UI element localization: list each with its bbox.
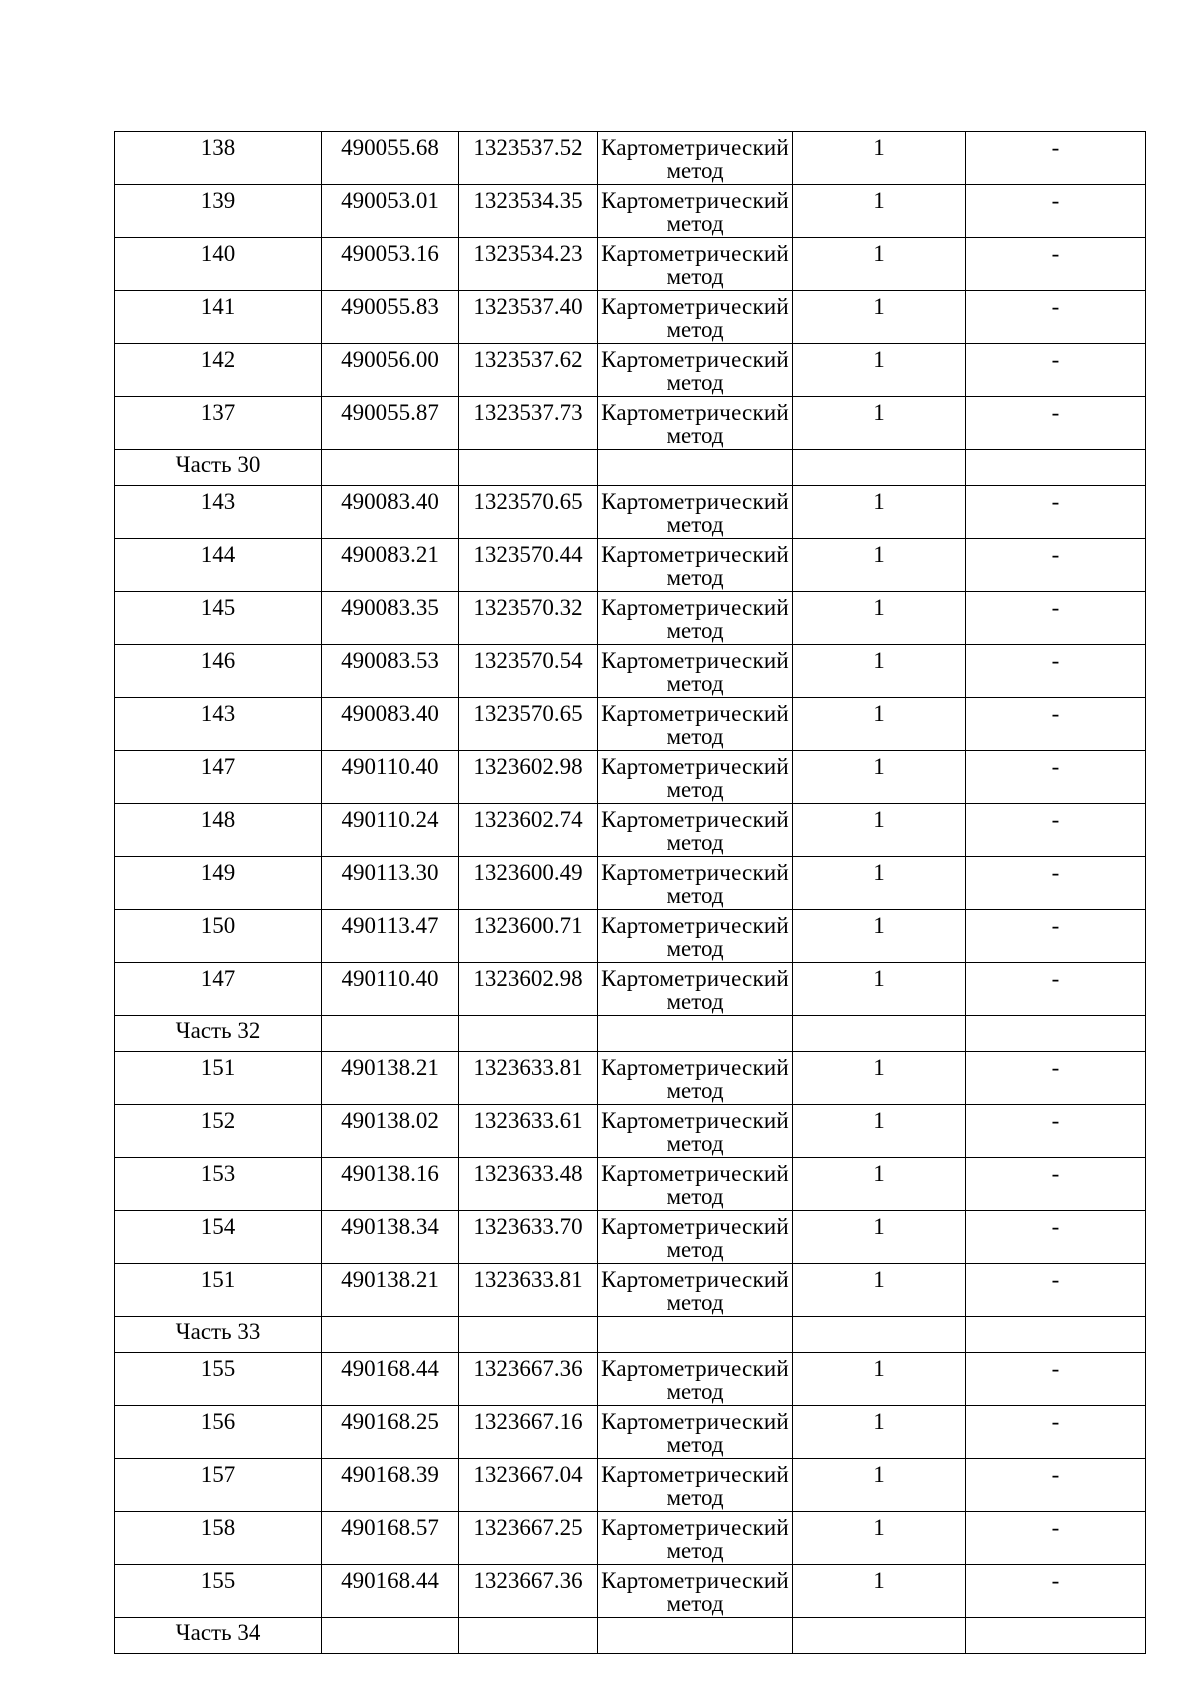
note-cell: - bbox=[966, 857, 1146, 910]
section-label: Часть 33 bbox=[115, 1317, 322, 1353]
accuracy-cell: 1 bbox=[793, 1264, 966, 1317]
method-text-continued: метод bbox=[666, 1485, 724, 1510]
table-row bbox=[115, 185, 1146, 238]
empty-cell bbox=[598, 450, 793, 486]
note-cell: - bbox=[966, 397, 1146, 450]
table-row bbox=[115, 132, 1146, 185]
empty-cell bbox=[598, 1317, 793, 1353]
method-text-continued: метод bbox=[666, 1538, 724, 1563]
note-cell: - bbox=[966, 751, 1146, 804]
method-text-continued: метод bbox=[666, 211, 724, 236]
x-coordinate-cell: 490083.53 bbox=[322, 645, 459, 698]
section-label: Часть 32 bbox=[115, 1016, 322, 1052]
x-coordinate-cell: 490110.40 bbox=[322, 963, 459, 1016]
note-cell: - bbox=[966, 486, 1146, 539]
coordinates-table-body bbox=[115, 132, 1146, 1654]
method-text-continued: метод bbox=[666, 1131, 724, 1156]
x-coordinate-cell: 490055.83 bbox=[322, 291, 459, 344]
point-number-cell: 145 bbox=[115, 592, 322, 645]
method-text-continued: метод bbox=[666, 423, 724, 448]
point-number-cell: 147 bbox=[115, 751, 322, 804]
method-cell bbox=[598, 1052, 793, 1105]
accuracy-cell: 1 bbox=[793, 1459, 966, 1512]
empty-cell bbox=[459, 1317, 598, 1353]
x-coordinate-cell: 490083.21 bbox=[322, 539, 459, 592]
accuracy-cell: 1 bbox=[793, 539, 966, 592]
x-coordinate-cell: 490053.01 bbox=[322, 185, 459, 238]
method-text-continued: метод bbox=[666, 1432, 724, 1457]
method-text: Картометрический bbox=[601, 1409, 789, 1434]
note-cell: - bbox=[966, 1565, 1146, 1618]
empty-cell bbox=[966, 450, 1146, 486]
y-coordinate-cell: 1323633.70 bbox=[459, 1211, 598, 1264]
method-text-continued: метод bbox=[666, 1290, 724, 1315]
method-cell bbox=[598, 486, 793, 539]
method-text: Картометрический bbox=[601, 1108, 789, 1133]
accuracy-cell: 1 bbox=[793, 698, 966, 751]
x-coordinate-cell: 490083.35 bbox=[322, 592, 459, 645]
note-cell: - bbox=[966, 1211, 1146, 1264]
table-row bbox=[115, 1353, 1146, 1406]
x-coordinate-cell: 490083.40 bbox=[322, 698, 459, 751]
section-header-row bbox=[115, 1618, 1146, 1654]
method-text: Картометрический bbox=[601, 347, 789, 372]
x-coordinate-cell: 490110.40 bbox=[322, 751, 459, 804]
empty-cell bbox=[322, 1317, 459, 1353]
method-text: Картометрический bbox=[601, 188, 789, 213]
y-coordinate-cell: 1323537.62 bbox=[459, 344, 598, 397]
y-coordinate-cell: 1323667.16 bbox=[459, 1406, 598, 1459]
method-cell bbox=[598, 1512, 793, 1565]
note-cell: - bbox=[966, 291, 1146, 344]
y-coordinate-cell: 1323602.74 bbox=[459, 804, 598, 857]
method-text-continued: метод bbox=[666, 1379, 724, 1404]
accuracy-cell: 1 bbox=[793, 1406, 966, 1459]
empty-cell bbox=[966, 1317, 1146, 1353]
method-text: Картометрический bbox=[601, 241, 789, 266]
table-row bbox=[115, 344, 1146, 397]
note-cell: - bbox=[966, 592, 1146, 645]
note-cell: - bbox=[966, 963, 1146, 1016]
accuracy-cell: 1 bbox=[793, 645, 966, 698]
method-text: Картометрический bbox=[601, 1267, 789, 1292]
point-number-cell: 158 bbox=[115, 1512, 322, 1565]
method-text: Картометрический bbox=[601, 1055, 789, 1080]
table-row bbox=[115, 592, 1146, 645]
accuracy-cell: 1 bbox=[793, 1052, 966, 1105]
point-number-cell: 155 bbox=[115, 1353, 322, 1406]
point-number-cell: 143 bbox=[115, 698, 322, 751]
point-number-cell: 151 bbox=[115, 1264, 322, 1317]
y-coordinate-cell: 1323633.61 bbox=[459, 1105, 598, 1158]
accuracy-cell: 1 bbox=[793, 185, 966, 238]
y-coordinate-cell: 1323600.49 bbox=[459, 857, 598, 910]
method-text-continued: метод bbox=[666, 1078, 724, 1103]
method-text: Картометрический bbox=[601, 400, 789, 425]
method-text: Картометрический bbox=[601, 1462, 789, 1487]
method-text: Картометрический bbox=[601, 860, 789, 885]
method-cell bbox=[598, 238, 793, 291]
table-row bbox=[115, 1459, 1146, 1512]
x-coordinate-cell: 490168.44 bbox=[322, 1565, 459, 1618]
note-cell: - bbox=[966, 1512, 1146, 1565]
table-row bbox=[115, 1052, 1146, 1105]
note-cell: - bbox=[966, 185, 1146, 238]
note-cell: - bbox=[966, 1406, 1146, 1459]
y-coordinate-cell: 1323602.98 bbox=[459, 963, 598, 1016]
accuracy-cell: 1 bbox=[793, 486, 966, 539]
point-number-cell: 150 bbox=[115, 910, 322, 963]
x-coordinate-cell: 490168.39 bbox=[322, 1459, 459, 1512]
table-row bbox=[115, 397, 1146, 450]
method-text-continued: метод bbox=[666, 777, 724, 802]
point-number-cell: 151 bbox=[115, 1052, 322, 1105]
point-number-cell: 146 bbox=[115, 645, 322, 698]
method-text-continued: метод bbox=[666, 1184, 724, 1209]
accuracy-cell: 1 bbox=[793, 857, 966, 910]
table-row bbox=[115, 1158, 1146, 1211]
note-cell: - bbox=[966, 1105, 1146, 1158]
empty-cell bbox=[459, 450, 598, 486]
y-coordinate-cell: 1323667.04 bbox=[459, 1459, 598, 1512]
table-row bbox=[115, 910, 1146, 963]
method-text-continued: метод bbox=[666, 317, 724, 342]
method-text-continued: метод bbox=[666, 512, 724, 537]
note-cell: - bbox=[966, 1264, 1146, 1317]
method-text-continued: метод bbox=[666, 830, 724, 855]
table-row bbox=[115, 1105, 1146, 1158]
x-coordinate-cell: 490138.21 bbox=[322, 1052, 459, 1105]
note-cell: - bbox=[966, 539, 1146, 592]
note-cell: - bbox=[966, 1353, 1146, 1406]
point-number-cell: 143 bbox=[115, 486, 322, 539]
method-text: Картометрический bbox=[601, 595, 789, 620]
method-text: Картометрический bbox=[601, 913, 789, 938]
accuracy-cell: 1 bbox=[793, 592, 966, 645]
section-label: Часть 34 bbox=[115, 1618, 322, 1654]
method-cell bbox=[598, 1105, 793, 1158]
point-number-cell: 156 bbox=[115, 1406, 322, 1459]
point-number-cell: 154 bbox=[115, 1211, 322, 1264]
method-text: Картометрический bbox=[601, 1568, 789, 1593]
method-cell bbox=[598, 857, 793, 910]
y-coordinate-cell: 1323602.98 bbox=[459, 751, 598, 804]
method-text: Картометрический bbox=[601, 701, 789, 726]
empty-cell bbox=[322, 1016, 459, 1052]
method-text-continued: метод bbox=[666, 618, 724, 643]
accuracy-cell: 1 bbox=[793, 238, 966, 291]
method-text-continued: метод bbox=[666, 1591, 724, 1616]
method-cell bbox=[598, 963, 793, 1016]
y-coordinate-cell: 1323537.73 bbox=[459, 397, 598, 450]
empty-cell bbox=[966, 1618, 1146, 1654]
y-coordinate-cell: 1323667.36 bbox=[459, 1353, 598, 1406]
table-row bbox=[115, 698, 1146, 751]
point-number-cell: 144 bbox=[115, 539, 322, 592]
note-cell: - bbox=[966, 1052, 1146, 1105]
y-coordinate-cell: 1323570.32 bbox=[459, 592, 598, 645]
method-text: Картометрический bbox=[601, 1214, 789, 1239]
accuracy-cell: 1 bbox=[793, 291, 966, 344]
method-text-continued: метод bbox=[666, 989, 724, 1014]
method-cell bbox=[598, 185, 793, 238]
empty-cell bbox=[793, 1016, 966, 1052]
accuracy-cell: 1 bbox=[793, 1105, 966, 1158]
accuracy-cell: 1 bbox=[793, 344, 966, 397]
empty-cell bbox=[793, 1618, 966, 1654]
method-text-continued: метод bbox=[666, 158, 724, 183]
method-text-continued: метод bbox=[666, 936, 724, 961]
method-text: Картометрический bbox=[601, 489, 789, 514]
method-cell bbox=[598, 397, 793, 450]
point-number-cell: 153 bbox=[115, 1158, 322, 1211]
x-coordinate-cell: 490110.24 bbox=[322, 804, 459, 857]
method-cell bbox=[598, 698, 793, 751]
x-coordinate-cell: 490138.02 bbox=[322, 1105, 459, 1158]
method-text-continued: метод bbox=[666, 1237, 724, 1262]
method-text: Картометрический bbox=[601, 135, 789, 160]
point-number-cell: 139 bbox=[115, 185, 322, 238]
table-row bbox=[115, 1565, 1146, 1618]
accuracy-cell: 1 bbox=[793, 132, 966, 185]
x-coordinate-cell: 490113.30 bbox=[322, 857, 459, 910]
y-coordinate-cell: 1323633.48 bbox=[459, 1158, 598, 1211]
x-coordinate-cell: 490113.47 bbox=[322, 910, 459, 963]
method-cell bbox=[598, 592, 793, 645]
note-cell: - bbox=[966, 238, 1146, 291]
y-coordinate-cell: 1323537.40 bbox=[459, 291, 598, 344]
accuracy-cell: 1 bbox=[793, 1211, 966, 1264]
x-coordinate-cell: 490056.00 bbox=[322, 344, 459, 397]
table-row bbox=[115, 1406, 1146, 1459]
note-cell: - bbox=[966, 1459, 1146, 1512]
coordinates-table bbox=[114, 131, 1146, 1654]
empty-cell bbox=[598, 1618, 793, 1654]
accuracy-cell: 1 bbox=[793, 1353, 966, 1406]
method-cell bbox=[598, 1565, 793, 1618]
method-text: Картометрический bbox=[601, 754, 789, 779]
method-text: Картометрический bbox=[601, 1515, 789, 1540]
table-row bbox=[115, 645, 1146, 698]
empty-cell bbox=[322, 1618, 459, 1654]
empty-cell bbox=[459, 1618, 598, 1654]
x-coordinate-cell: 490138.21 bbox=[322, 1264, 459, 1317]
y-coordinate-cell: 1323600.71 bbox=[459, 910, 598, 963]
table-row bbox=[115, 238, 1146, 291]
method-text-continued: метод bbox=[666, 264, 724, 289]
note-cell: - bbox=[966, 344, 1146, 397]
empty-cell bbox=[459, 1016, 598, 1052]
x-coordinate-cell: 490083.40 bbox=[322, 486, 459, 539]
y-coordinate-cell: 1323667.25 bbox=[459, 1512, 598, 1565]
point-number-cell: 138 bbox=[115, 132, 322, 185]
point-number-cell: 140 bbox=[115, 238, 322, 291]
y-coordinate-cell: 1323570.54 bbox=[459, 645, 598, 698]
y-coordinate-cell: 1323570.65 bbox=[459, 698, 598, 751]
y-coordinate-cell: 1323570.65 bbox=[459, 486, 598, 539]
y-coordinate-cell: 1323537.52 bbox=[459, 132, 598, 185]
method-text: Картометрический bbox=[601, 807, 789, 832]
accuracy-cell: 1 bbox=[793, 910, 966, 963]
empty-cell bbox=[793, 1317, 966, 1353]
method-cell bbox=[598, 132, 793, 185]
point-number-cell: 141 bbox=[115, 291, 322, 344]
table-row bbox=[115, 1264, 1146, 1317]
point-number-cell: 155 bbox=[115, 1565, 322, 1618]
y-coordinate-cell: 1323633.81 bbox=[459, 1052, 598, 1105]
table-row bbox=[115, 963, 1146, 1016]
method-cell bbox=[598, 910, 793, 963]
method-cell bbox=[598, 344, 793, 397]
table-row bbox=[115, 857, 1146, 910]
section-header-row bbox=[115, 1317, 1146, 1353]
section-header-row bbox=[115, 1016, 1146, 1052]
method-cell bbox=[598, 645, 793, 698]
table-row bbox=[115, 1211, 1146, 1264]
note-cell: - bbox=[966, 645, 1146, 698]
note-cell: - bbox=[966, 910, 1146, 963]
x-coordinate-cell: 490055.87 bbox=[322, 397, 459, 450]
method-cell bbox=[598, 1353, 793, 1406]
method-text: Картометрический bbox=[601, 294, 789, 319]
accuracy-cell: 1 bbox=[793, 397, 966, 450]
method-text-continued: метод bbox=[666, 370, 724, 395]
method-cell bbox=[598, 291, 793, 344]
method-text-continued: метод bbox=[666, 671, 724, 696]
table-row bbox=[115, 1512, 1146, 1565]
accuracy-cell: 1 bbox=[793, 1512, 966, 1565]
accuracy-cell: 1 bbox=[793, 751, 966, 804]
point-number-cell: 149 bbox=[115, 857, 322, 910]
point-number-cell: 157 bbox=[115, 1459, 322, 1512]
empty-cell bbox=[598, 1016, 793, 1052]
method-text: Картометрический bbox=[601, 966, 789, 991]
point-number-cell: 137 bbox=[115, 397, 322, 450]
x-coordinate-cell: 490168.57 bbox=[322, 1512, 459, 1565]
accuracy-cell: 1 bbox=[793, 963, 966, 1016]
method-cell bbox=[598, 804, 793, 857]
x-coordinate-cell: 490168.44 bbox=[322, 1353, 459, 1406]
x-coordinate-cell: 490168.25 bbox=[322, 1406, 459, 1459]
note-cell: - bbox=[966, 804, 1146, 857]
table-row bbox=[115, 539, 1146, 592]
method-cell bbox=[598, 1459, 793, 1512]
empty-cell bbox=[322, 450, 459, 486]
method-text-continued: метод bbox=[666, 883, 724, 908]
method-text-continued: метод bbox=[666, 724, 724, 749]
method-cell bbox=[598, 1211, 793, 1264]
method-cell bbox=[598, 1264, 793, 1317]
method-text: Картометрический bbox=[601, 1161, 789, 1186]
table-row bbox=[115, 486, 1146, 539]
table-row bbox=[115, 291, 1146, 344]
x-coordinate-cell: 490053.16 bbox=[322, 238, 459, 291]
y-coordinate-cell: 1323570.44 bbox=[459, 539, 598, 592]
x-coordinate-cell: 490138.34 bbox=[322, 1211, 459, 1264]
x-coordinate-cell: 490055.68 bbox=[322, 132, 459, 185]
table-row bbox=[115, 804, 1146, 857]
empty-cell bbox=[966, 1016, 1146, 1052]
note-cell: - bbox=[966, 1158, 1146, 1211]
y-coordinate-cell: 1323633.81 bbox=[459, 1264, 598, 1317]
point-number-cell: 147 bbox=[115, 963, 322, 1016]
method-text: Картометрический bbox=[601, 648, 789, 673]
method-cell bbox=[598, 1406, 793, 1459]
y-coordinate-cell: 1323534.23 bbox=[459, 238, 598, 291]
method-text: Картометрический bbox=[601, 1356, 789, 1381]
method-text-continued: метод bbox=[666, 565, 724, 590]
note-cell: - bbox=[966, 698, 1146, 751]
point-number-cell: 148 bbox=[115, 804, 322, 857]
point-number-cell: 142 bbox=[115, 344, 322, 397]
empty-cell bbox=[793, 450, 966, 486]
accuracy-cell: 1 bbox=[793, 804, 966, 857]
accuracy-cell: 1 bbox=[793, 1158, 966, 1211]
y-coordinate-cell: 1323534.35 bbox=[459, 185, 598, 238]
section-label: Часть 30 bbox=[115, 450, 322, 486]
accuracy-cell: 1 bbox=[793, 1565, 966, 1618]
method-text: Картометрический bbox=[601, 542, 789, 567]
table-row bbox=[115, 751, 1146, 804]
x-coordinate-cell: 490138.16 bbox=[322, 1158, 459, 1211]
method-cell bbox=[598, 751, 793, 804]
method-cell bbox=[598, 1158, 793, 1211]
section-header-row bbox=[115, 450, 1146, 486]
note-cell: - bbox=[966, 132, 1146, 185]
point-number-cell: 152 bbox=[115, 1105, 322, 1158]
y-coordinate-cell: 1323667.36 bbox=[459, 1565, 598, 1618]
method-cell bbox=[598, 539, 793, 592]
